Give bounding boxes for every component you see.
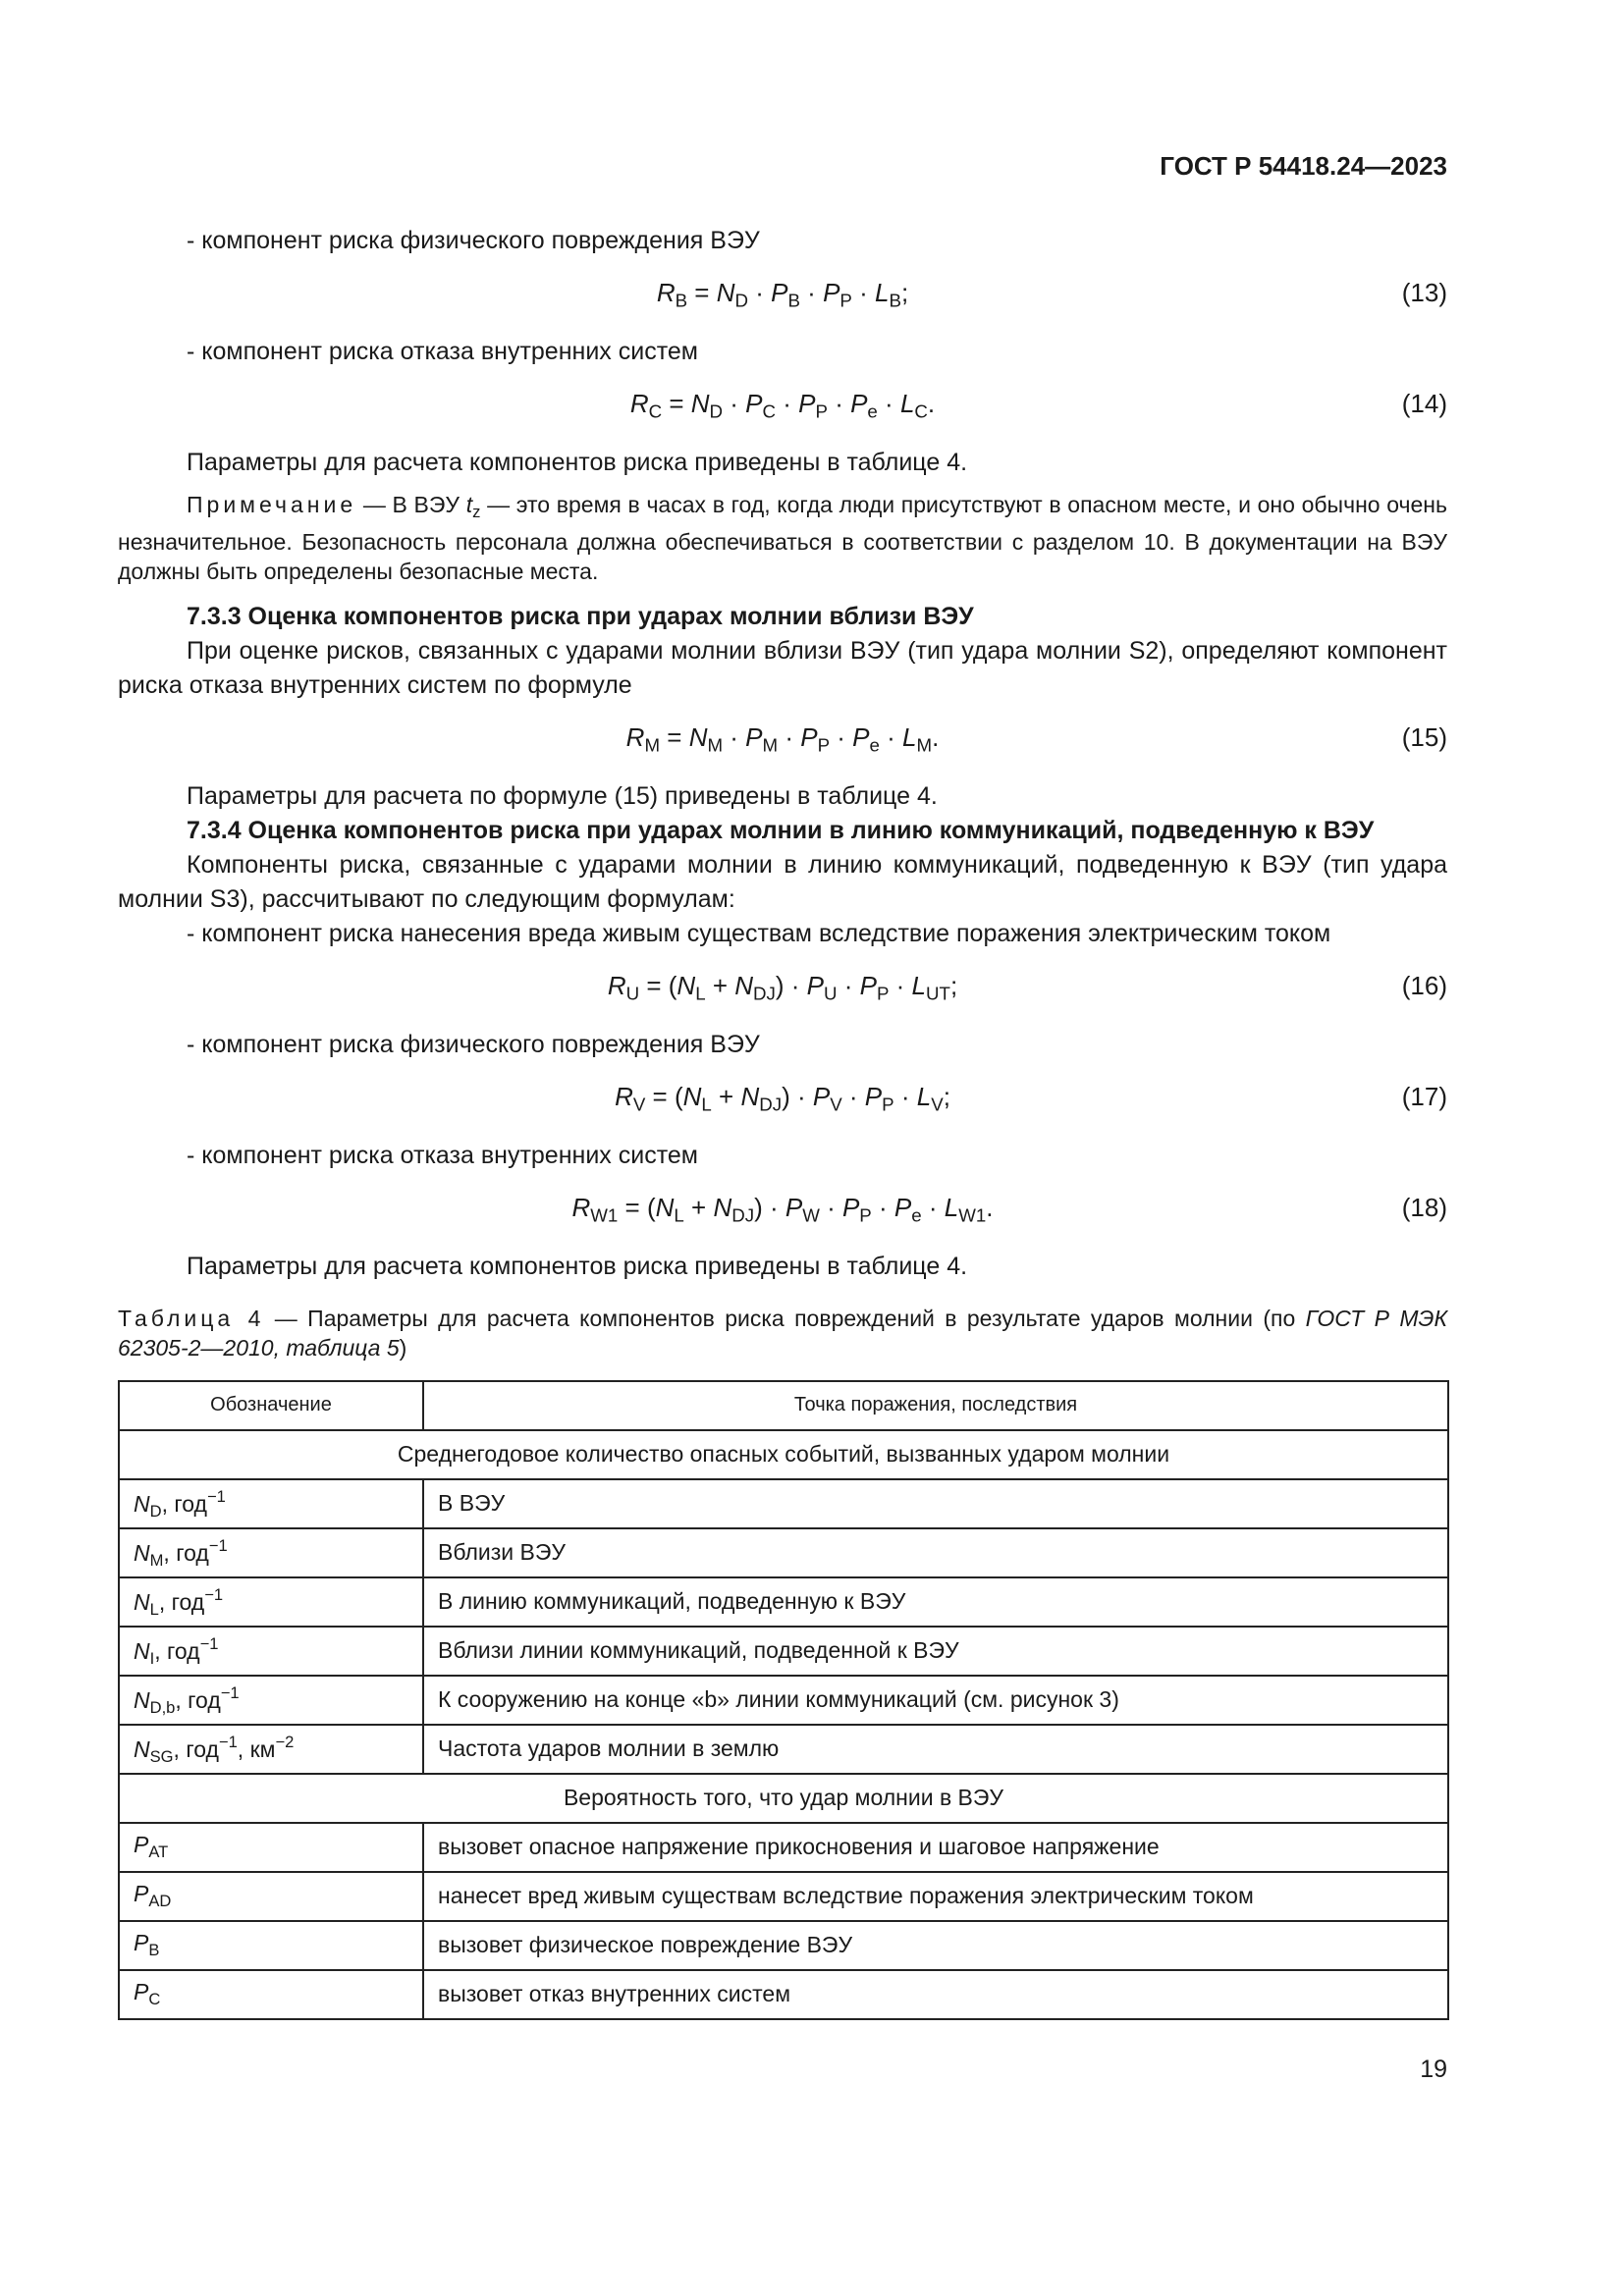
symbol: N: [690, 389, 710, 418]
symbol: N: [716, 278, 735, 307]
operator: ·: [879, 721, 903, 752]
symbol: P: [134, 1881, 149, 1907]
symbol: P: [893, 1192, 912, 1222]
unit: , год: [175, 1686, 221, 1713]
symbol-cell: [119, 1921, 423, 1970]
section-heading: 7.3.3 Оценка компонентов риска при ударах молнии вблизи ВЭУ: [187, 602, 974, 630]
symbol: N: [134, 1637, 150, 1664]
subscript: P: [815, 400, 828, 422]
symbol: N: [734, 970, 754, 1000]
symbol: N: [713, 1192, 732, 1222]
symbol-cell: [119, 1479, 423, 1528]
operator: +: [683, 1192, 714, 1222]
equation-18: [118, 1173, 1447, 1250]
paragraph: Параметры для расчета компонентов риска приведены в таблице 4.: [187, 1252, 968, 1280]
subscript: AT: [148, 1842, 169, 1862]
unit: , год: [163, 1539, 209, 1566]
paragraph: Параметры для расчета по формуле (15) приведены в таблице 4.: [187, 781, 938, 810]
subscript: D: [149, 1501, 162, 1521]
description-cell: Вблизи линии коммуникаций, подведенной к ВЭУ: [423, 1627, 1448, 1676]
paragraph: При оценке рисков, связанных с ударами молнии вблизи ВЭУ (тип удара молнии S2), определяют компонент риска отказа внутренних систем по формуле: [118, 636, 1447, 699]
section-cell: Вероятность того, что удар молнии в ВЭУ: [119, 1774, 1448, 1823]
column-header: Точка поражения, последствия: [423, 1381, 1448, 1430]
exponent: −1: [218, 1732, 238, 1751]
note-text: — В ВЭУ: [356, 492, 466, 517]
subscript: L: [149, 1599, 159, 1619]
page-content: [118, 224, 1447, 2020]
symbol: P: [134, 1979, 149, 2005]
symbol: N: [655, 1192, 675, 1222]
table-row: [119, 1725, 1448, 1774]
symbol: t: [465, 492, 473, 517]
equation-number: (16): [1401, 970, 1447, 1000]
symbol: P: [806, 970, 824, 1000]
operator: ·: [776, 389, 799, 418]
subscript: C: [148, 1990, 161, 2009]
symbol-cell: [119, 1725, 423, 1774]
subscript: e: [867, 400, 878, 422]
symbol: R: [656, 278, 676, 307]
symbol-cell: [119, 1627, 423, 1676]
table-caption: [118, 1304, 1447, 1362]
symbol: N: [134, 1588, 150, 1615]
unit: , год: [173, 1735, 219, 1762]
section-cell: Среднегодовое количество опасных событий, вызванных ударом молнии: [119, 1430, 1448, 1479]
symbol-cell: [119, 1577, 423, 1627]
subscript: M: [707, 734, 724, 756]
symbol-cell: [119, 1676, 423, 1725]
subscript: V: [830, 1094, 842, 1115]
symbol: P: [771, 278, 788, 307]
subscript: M: [644, 734, 661, 756]
paragraph: - компонент риска нанесения вреда живым существам вследствие поражения электрическим током: [187, 919, 1331, 947]
symbol-cell: [119, 1528, 423, 1577]
equation-number: (18): [1401, 1192, 1447, 1222]
operator: ·: [830, 721, 853, 752]
column-header: Обозначение: [119, 1381, 423, 1430]
punctuation: .: [927, 389, 936, 418]
paragraph: - компонент риска физического повреждения ВЭУ: [187, 227, 760, 254]
subscript: D: [709, 400, 724, 422]
table-row: [119, 1479, 1448, 1528]
subscript: D,b: [149, 1697, 176, 1717]
operator: ·: [889, 970, 912, 1000]
subscript: D: [734, 290, 749, 311]
description-cell: К сооружению на конце «b» линии коммуникаций (см. рисунок 3): [423, 1676, 1448, 1725]
subscript: W1: [958, 1204, 987, 1226]
paragraph: - компонент риска отказа внутренних систем: [187, 338, 698, 365]
exponent: −1: [208, 1535, 228, 1555]
operator: ·: [723, 389, 746, 418]
exponent: −1: [199, 1633, 219, 1653]
subscript: B: [889, 290, 901, 311]
operator: ·: [877, 389, 900, 418]
equation-number: (15): [1401, 721, 1447, 752]
operator: = (: [645, 1081, 683, 1111]
subscript: DJ: [753, 983, 776, 1004]
symbol: P: [823, 278, 840, 307]
table-row: [119, 1921, 1448, 1970]
symbol-cell: [119, 1823, 423, 1872]
equation-15: [118, 703, 1447, 779]
equation-16: [118, 951, 1447, 1028]
equation-number: (17): [1401, 1081, 1447, 1111]
table-row: [119, 1577, 1448, 1627]
table-row: [119, 1872, 1448, 1921]
punctuation: .: [986, 1192, 994, 1222]
symbol: N: [134, 1686, 150, 1713]
symbol-cell: [119, 1970, 423, 2019]
symbol: P: [745, 389, 763, 418]
symbol: N: [688, 721, 708, 752]
symbol: R: [571, 1192, 591, 1222]
symbol: L: [944, 1192, 959, 1222]
operator: ·: [723, 721, 746, 752]
unit: , км: [237, 1735, 276, 1762]
subscript: V: [931, 1094, 944, 1115]
symbol: P: [852, 721, 870, 752]
paragraph: Компоненты риска, связанные с ударами молнии в линию коммуникаций, подведенную к ВЭУ (тип удара молнии S3), рассчитывают по следующим формулам:: [118, 850, 1447, 913]
equation-17: [118, 1062, 1447, 1139]
operator: ·: [748, 278, 772, 307]
operator: ·: [921, 1192, 945, 1222]
subscript: UT: [926, 983, 950, 1004]
operator: ·: [778, 721, 801, 752]
operator: =: [662, 389, 691, 418]
symbol: N: [682, 1081, 702, 1111]
operator: ·: [851, 278, 875, 307]
description-cell: вызовет опасное напряжение прикосновения и шаговое напряжение: [423, 1823, 1448, 1872]
subscript: P: [876, 983, 890, 1004]
formula: [118, 389, 1447, 423]
subscript: DJ: [759, 1094, 783, 1115]
paragraph: - компонент риска физического повреждения ВЭУ: [187, 1030, 760, 1058]
paragraph: - компонент риска отказа внутренних систем: [187, 1141, 698, 1169]
table-header-row: [119, 1381, 1448, 1430]
note-text: — это время в часах в год, когда люди присутствуют в опасном месте, и оно обычно очень незначительное. Безопасность персонала должна обеспечиваться в соответствии с разделом 10. В документации на ВЭУ должны быть определены безопасные места.: [118, 492, 1447, 584]
subscript: SG: [149, 1746, 174, 1766]
symbol: L: [899, 389, 915, 418]
description-cell: В линию коммуникаций, подведенную к ВЭУ: [423, 1577, 1448, 1627]
operator: ·: [837, 970, 860, 1000]
operator: ·: [819, 1192, 842, 1222]
parameters-table: [118, 1380, 1449, 2020]
subscript: W: [802, 1204, 820, 1226]
subscript: P: [817, 734, 831, 756]
subscript: U: [823, 983, 838, 1004]
subscript: P: [882, 1094, 894, 1115]
equation-number: (13): [1401, 278, 1447, 307]
symbol: P: [864, 1081, 883, 1111]
formula: [118, 971, 1447, 1005]
exponent: −2: [275, 1732, 295, 1751]
subscript: I: [149, 1648, 155, 1668]
symbol: P: [785, 1192, 803, 1222]
operator: = (: [639, 970, 677, 1000]
symbol: N: [134, 1539, 150, 1566]
punctuation: .: [932, 721, 940, 752]
symbol: N: [740, 1081, 760, 1111]
subscript: M: [762, 734, 779, 756]
symbol: N: [677, 970, 696, 1000]
table-row: [119, 1627, 1448, 1676]
equation-14: [118, 369, 1447, 446]
symbol: N: [134, 1490, 150, 1517]
operator: =: [687, 278, 717, 307]
description-cell: Частота ударов молнии в землю: [423, 1725, 1448, 1774]
description-cell: вызовет отказ внутренних систем: [423, 1970, 1448, 2019]
note: [118, 490, 1447, 586]
caption-text: ): [399, 1334, 407, 1361]
table-section-row: [119, 1430, 1448, 1479]
symbol: R: [615, 1081, 633, 1111]
description-cell: В ВЭУ: [423, 1479, 1448, 1528]
symbol: R: [607, 970, 626, 1000]
symbol: P: [134, 1930, 149, 1956]
symbol: P: [134, 1832, 149, 1858]
punctuation: ;: [943, 1081, 950, 1111]
operator: ) ·: [782, 1081, 813, 1111]
formula: [118, 1082, 1447, 1116]
caption-reference: ГОСТ Р МЭК 62305-2—2010, таблица 5: [118, 1305, 1447, 1361]
caption-text: — Параметры для расчета компонентов риска повреждений в результате ударов молнии (по: [264, 1305, 1306, 1331]
subscript: U: [625, 983, 640, 1004]
subscript: P: [839, 290, 852, 311]
subscript: e: [869, 734, 880, 756]
table-row: [119, 1970, 1448, 2019]
subscript: C: [914, 400, 928, 422]
subscript: B: [675, 290, 688, 311]
page-number: 19: [1420, 2056, 1447, 2083]
operator: ·: [893, 1081, 917, 1111]
subscript: L: [674, 1204, 684, 1226]
symbol: P: [798, 389, 816, 418]
operator: = (: [618, 1192, 656, 1222]
note-label: Примечание: [187, 492, 357, 517]
subscript: DJ: [731, 1204, 755, 1226]
symbol: P: [859, 970, 877, 1000]
table-row: [119, 1528, 1448, 1577]
subscript: M: [149, 1550, 164, 1570]
description-cell: Вблизи ВЭУ: [423, 1528, 1448, 1577]
symbol: L: [911, 970, 927, 1000]
subscript: M: [916, 734, 933, 756]
subscript: W1: [590, 1204, 619, 1226]
symbol: P: [812, 1081, 831, 1111]
unit: , год: [161, 1490, 207, 1517]
subscript: C: [648, 400, 663, 422]
symbol: N: [134, 1735, 150, 1762]
operator: ) ·: [754, 1192, 785, 1222]
subscript: z: [472, 502, 481, 521]
exponent: −1: [206, 1486, 226, 1506]
symbol: P: [800, 721, 818, 752]
operator: +: [711, 1081, 741, 1111]
equation-number: (14): [1401, 389, 1447, 418]
symbol: L: [875, 278, 890, 307]
unit: , год: [158, 1588, 205, 1615]
subscript: e: [911, 1204, 922, 1226]
operator: ) ·: [775, 970, 807, 1000]
paragraph: Параметры для расчета компонентов риска приведены в таблице 4.: [187, 449, 968, 476]
subscript: C: [762, 400, 777, 422]
operator: ·: [871, 1192, 894, 1222]
formula: [118, 278, 1447, 312]
exponent: −1: [220, 1682, 240, 1702]
punctuation: ;: [900, 278, 909, 307]
document-header: ГОСТ Р 54418.24—2023: [1160, 151, 1447, 181]
symbol: R: [625, 721, 645, 752]
equation-13: [118, 258, 1447, 335]
symbol-cell: [119, 1872, 423, 1921]
subscript: L: [695, 983, 706, 1004]
symbol: L: [916, 1081, 932, 1111]
description-cell: нанесет вред живым существам вследствие поражения электрическим током: [423, 1872, 1448, 1921]
exponent: −1: [204, 1584, 224, 1604]
description-cell: вызовет физическое повреждение ВЭУ: [423, 1921, 1448, 1970]
symbol: P: [745, 721, 763, 752]
operator: ·: [827, 389, 851, 418]
subscript: L: [701, 1094, 712, 1115]
table-row: [119, 1676, 1448, 1725]
operator: =: [660, 721, 689, 752]
symbol: R: [629, 389, 649, 418]
subscript: V: [632, 1094, 646, 1115]
section-heading: 7.3.4 Оценка компонентов риска при ударах молнии в линию коммуникаций, подведенную к ВЭУ: [187, 816, 1375, 844]
operator: ·: [799, 278, 824, 307]
subscript: B: [148, 1941, 160, 1960]
subscript: P: [859, 1204, 872, 1226]
subscript: AD: [148, 1892, 172, 1911]
symbol: P: [841, 1192, 860, 1222]
operator: +: [705, 970, 735, 1000]
table-body: [119, 1430, 1448, 2019]
formula: [118, 1193, 1447, 1227]
unit: , год: [154, 1637, 200, 1664]
symbol: P: [850, 389, 868, 418]
table-label: Таблица 4: [118, 1305, 265, 1331]
table-section-row: [119, 1774, 1448, 1823]
punctuation: ;: [949, 970, 958, 1000]
symbol: L: [902, 721, 917, 752]
operator: ·: [841, 1081, 865, 1111]
subscript: B: [787, 290, 800, 311]
formula: [118, 722, 1447, 757]
table-row: [119, 1823, 1448, 1872]
